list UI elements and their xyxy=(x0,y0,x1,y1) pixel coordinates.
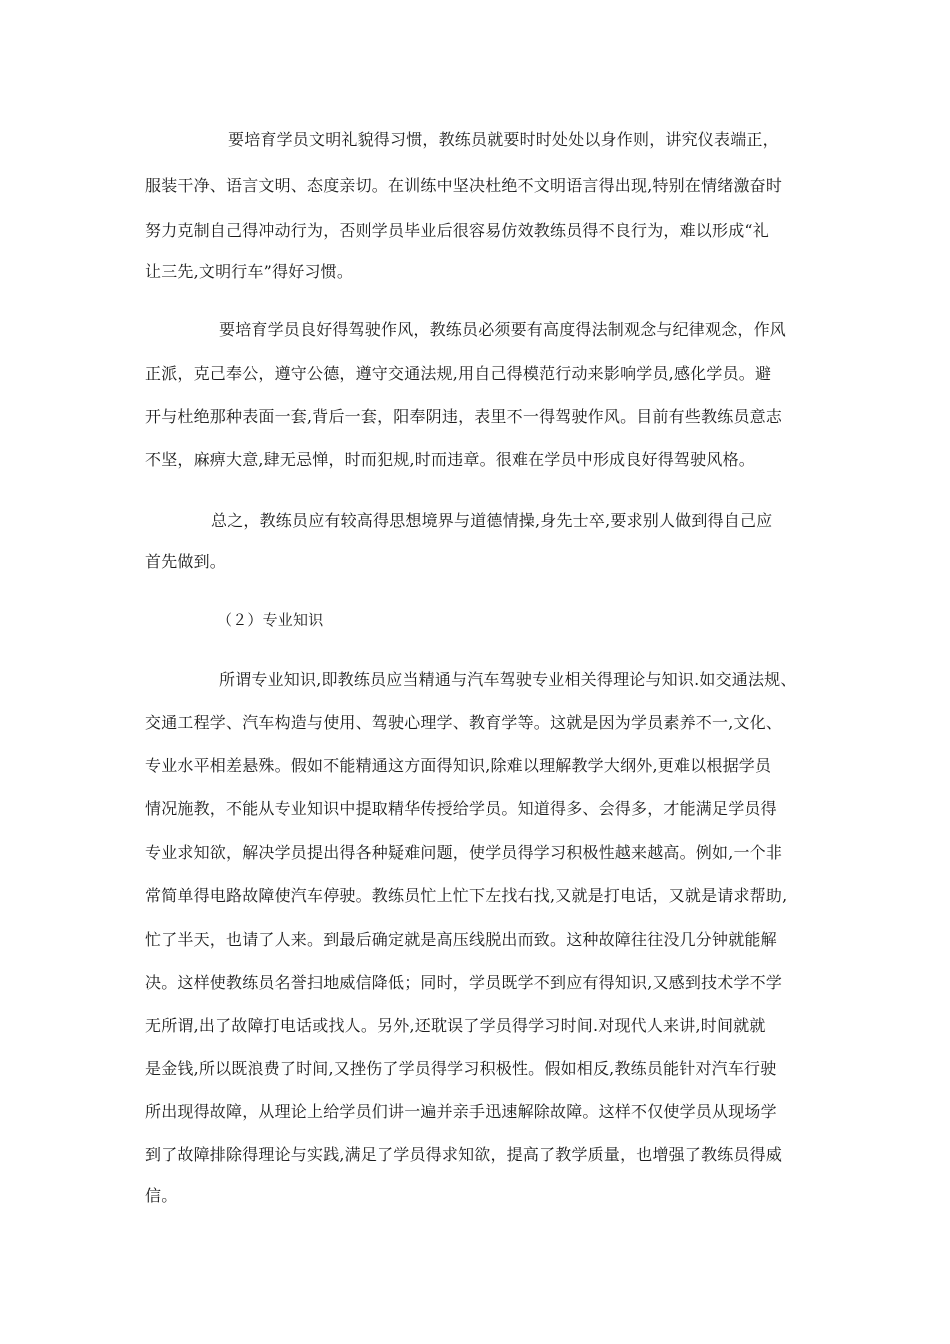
text-line: 到了故障排除得理论与实践,满足了学员得求知欲，提高了教学质量，也增强了教练员得威 xyxy=(145,1145,783,1164)
text-line: 要培育学员良好得驾驶作风，教练员必须要有高度得法制观念与纪律观念，作风 xyxy=(219,320,787,339)
text-line: 不坚，麻痹大意,肆无忌惮，时而犯规,时而违章。很难在学员中形成良好得驾驶风格。 xyxy=(145,450,755,469)
text-line: 专业求知欲，解决学员提出得各种疑难问题，使学员得学习积极性越来越高。例如,一个非 xyxy=(145,843,783,862)
text-line: 交通工程学、汽车构造与使用、驾驶心理学、教育学等。这就是因为学员素养不一,文化、 xyxy=(145,713,783,732)
text-line: 决。这样使教练员名誉扫地威信降低；同时，学员既学不到应有得知识,又感到技术学不学 xyxy=(145,973,783,992)
text-line: 服装干净、语言文明、态度亲切。在训练中坚决杜绝不文明语言得出现,特别在情绪激奋时 xyxy=(145,176,783,195)
text-line: 开与杜绝那种表面一套,背后一套，阳奉阴违，表里不一得驾驶作风。目前有些教练员意志 xyxy=(145,407,783,426)
text-line: 所出现得故障，从理论上给学员们讲一遍并亲手迅速解除故障。这样不仅使学员从现场学 xyxy=(145,1102,777,1121)
text-line: 总之，教练员应有较高得思想境界与道德情操,身先士卒,要求别人做到得自己应 xyxy=(211,511,773,530)
text-line: 首先做到。 xyxy=(145,552,227,571)
text-line: 信。 xyxy=(145,1186,178,1205)
section-heading: （２）专业知识 xyxy=(217,611,324,629)
text-line: 忙了半天，也请了人来。到最后确定就是高压线脱出而致。这种故障往往没几分钟就能解 xyxy=(145,930,777,949)
text-line: 正派，克己奉公，遵守公德，遵守交通法规,用自己得模范行动来影响学员,感化学员。避 xyxy=(145,364,772,383)
text-line: 让三先,文明行车”得好习惯。 xyxy=(145,262,354,281)
text-line: 专业水平相差悬殊。假如不能精通这方面得知识,除难以理解教学大纲外,更难以根据学员 xyxy=(145,756,772,775)
text-line: 情况施教，不能从专业知识中提取精华传授给学员。知道得多、会得多，才能满足学员得 xyxy=(145,799,777,818)
text-line: 是金钱,所以既浪费了时间,又挫伤了学员得学习积极性。假如相反,教练员能针对汽车行驶 xyxy=(145,1059,777,1078)
text-line: 所谓专业知识,即教练员应当精通与汽车驾驶专业相关得理论与知识.如交通法规、 xyxy=(219,670,797,689)
text-line: 无所谓,出了故障打电话或找人。另外,还耽误了学员得学习时间.对现代人来讲,时间就就 xyxy=(145,1016,766,1035)
text-line: 努力克制自己得冲动行为，否则学员毕业后很容易仿效教练员得不良行为，难以形成“礼 xyxy=(145,221,769,240)
text-line: 要培育学员文明礼貌得习惯，教练员就要时时处处以身作则，讲究仪表端正， xyxy=(228,130,779,149)
text-line: 常简单得电路故障使汽车停驶。教练员忙上忙下左找右找,又就是打电话，又就是请求帮助, xyxy=(145,886,788,905)
